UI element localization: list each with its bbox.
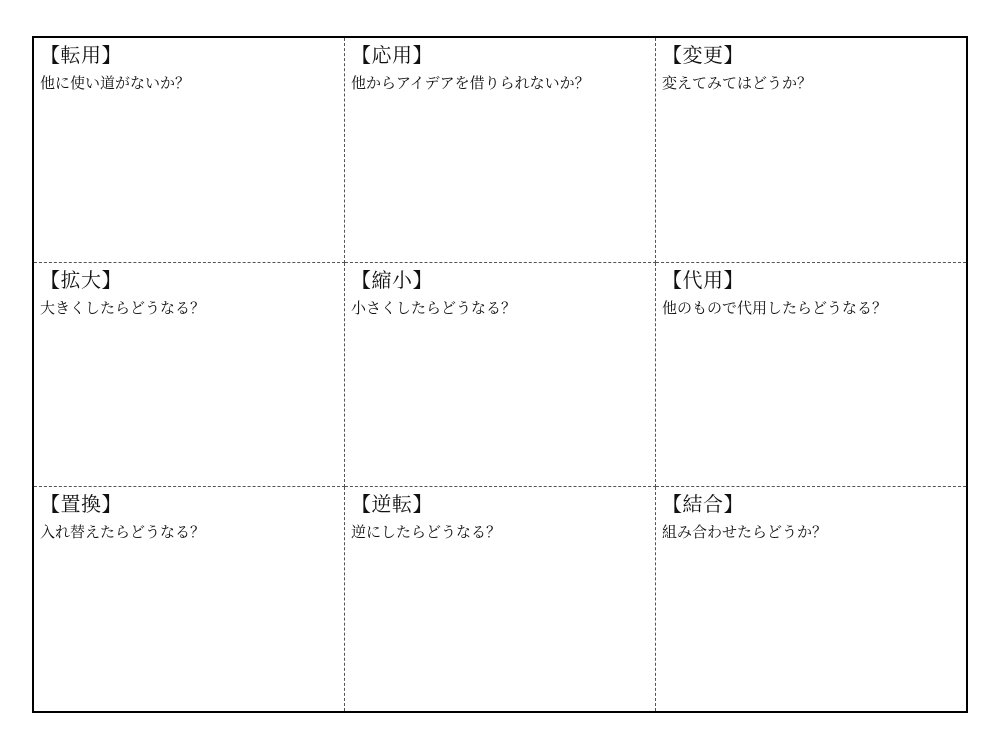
cell-prompt: 入れ替えたらどうなる？ [40,523,206,541]
cell-prompt: 他に使い道がないか？ [40,74,191,92]
cell-title: 【置換】 [40,492,122,516]
cell-title: 【変更】 [662,43,744,67]
idea-checklist-grid [32,36,968,713]
cell-title: 【結合】 [662,492,744,516]
cell-prompt: 他のもので代用したらどうなる？ [662,299,888,317]
cell-title: 【逆転】 [351,492,433,516]
cell-prompt: 小さくしたらどうなる？ [351,299,517,317]
cell-reverse [345,487,656,711]
cell-modification [656,38,966,263]
cell-magnify [34,263,345,487]
cell-prompt: 変えてみてはどうか？ [662,74,813,92]
cell-application [345,38,656,263]
cell-title: 【拡大】 [40,268,122,292]
cell-title: 【代用】 [662,268,744,292]
cell-title: 【転用】 [40,43,122,67]
cell-substitute [656,263,966,487]
cell-minify [345,263,656,487]
cell-prompt: 組み合わせたらどうか？ [662,523,828,541]
cell-prompt: 他からアイデアを借りられないか？ [351,74,590,92]
cell-combine [656,487,966,711]
cell-title: 【応用】 [351,43,433,67]
cell-diversion [34,38,345,263]
cell-rearrange [34,487,345,711]
cell-title: 【縮小】 [351,268,433,292]
cell-prompt: 逆にしたらどうなる？ [351,523,502,541]
cell-prompt: 大きくしたらどうなる？ [40,299,206,317]
